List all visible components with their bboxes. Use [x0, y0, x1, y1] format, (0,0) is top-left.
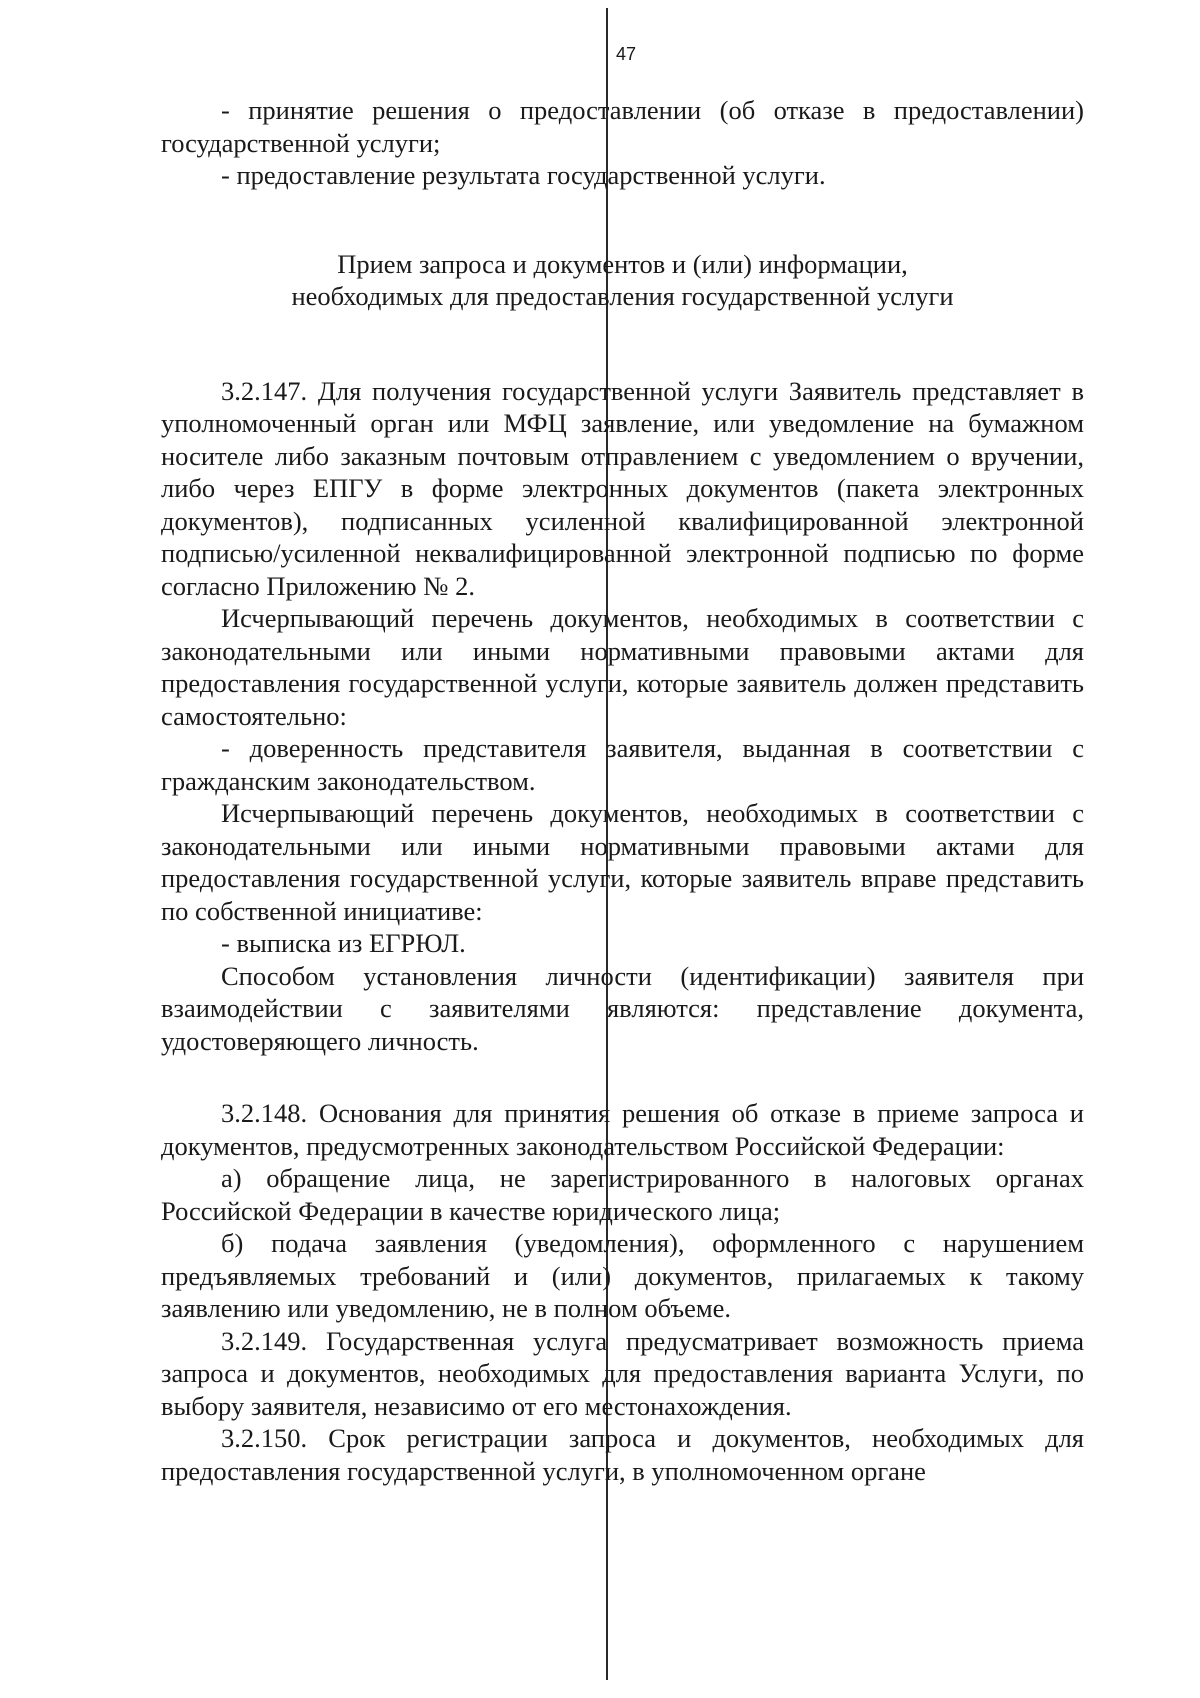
paragraph-required-docs: Исчерпывающий перечень документов, необходимых в соответствии с законодательными или иными нормативными правовыми актами для предоставления государственной услуги, которые заявитель должен представить самостоятельно:	[161, 603, 1084, 731]
document-body	[161, 94, 1084, 1487]
list-item-decision: - принятие решения о предоставлении (об отказе в предоставлении) государственной услуги;	[161, 95, 1084, 158]
paragraph-optional-docs: Исчерпывающий перечень документов, необходимых в соответствии с законодательными или иными нормативными правовыми актами для предоставления государственной услуги, которые заявитель вправе представить по собственной инициативе:	[161, 798, 1084, 926]
page-number: 47	[615, 44, 637, 64]
list-item-result: - предоставление результата государственной услуги.	[221, 160, 826, 190]
paragraph-3-2-148-b: б) подача заявления (уведомления), оформленного с нарушением предъявляемых требований и (или) документов, прилагаемых к такому заявлению или уведомлению, не в полном объеме.	[161, 1228, 1084, 1323]
paragraph-3-2-150: 3.2.150. Срок регистрации запроса и документов, необходимых для предоставления государственной услуги, в уполномоченном органе	[161, 1423, 1084, 1486]
paragraph-3-2-148-a: а) обращение лица, не зарегистрированного в налоговых органах Российской Федерации в качестве юридического лица;	[161, 1163, 1084, 1226]
paragraph-3-2-148: 3.2.148. Основания для принятия решения об отказе в приеме запроса и документов, предусмотренных законодательством Российской Федерации:	[161, 1098, 1084, 1161]
paragraph-3-2-149: 3.2.149. Государственная услуга предусматривает возможность приема запроса и документов, необходимых для предоставления варианта Услуги, по выбору заявителя, независимо от его местонахождения.	[161, 1325, 1084, 1421]
paragraph-identity: Способом установления личности (идентификации) заявителя при взаимодействии с заявителями являются: представление документа, удостоверяющего личность.	[161, 960, 1084, 1056]
list-item-power-of-attorney: - доверенность представителя заявителя, выданная в соответствии с гражданским законодательством.	[161, 733, 1084, 796]
list-item-egrul-extract: - выписка из ЕГРЮЛ.	[221, 928, 466, 958]
paragraph-3-2-147: 3.2.147. Для получения государственной услуги Заявитель представляет в уполномоченный орган или МФЦ заявление, или уведомление на бумажном носителе либо заказным почтовым отправлением с уведомлением о вручении, либо через ЕПГУ в форме электронных документов (пакета электронных документов), подписанных усиленной квалифицированной электронной подписью/усиленной неквалифицированной электронной подписью по форме согласно Приложению № 2.	[161, 375, 1084, 601]
section-heading: Прием запроса и документов и (или) информации, необходимых для предоставления государственной услуги	[291, 248, 954, 311]
